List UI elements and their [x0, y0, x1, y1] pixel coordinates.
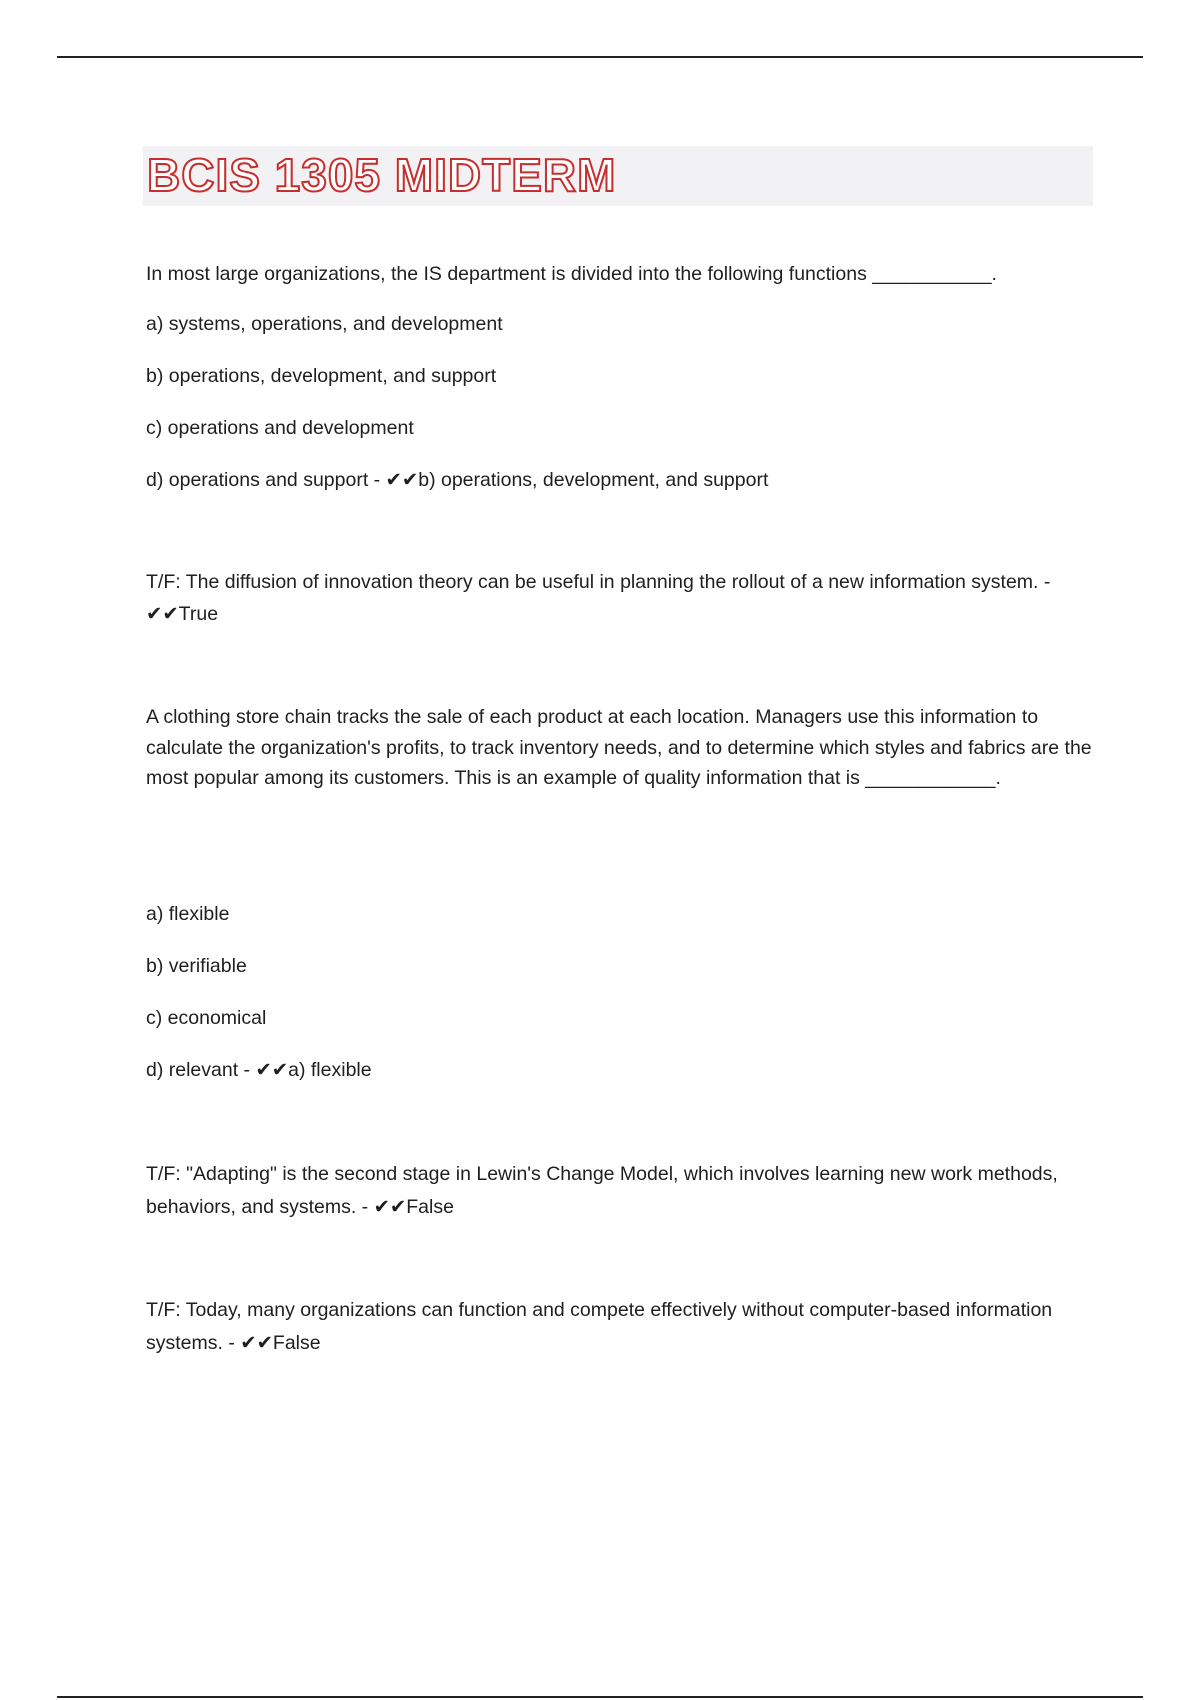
question-3-options [146, 898, 1106, 1086]
question-3-option-d-answer: d) relevant - ✔✔a) flexible [146, 1059, 372, 1081]
question-1-option-d-answer: d) operations and support - ✔✔b) operations, development, and support [146, 469, 769, 491]
question-2 [146, 566, 1106, 630]
page-top-rule [57, 56, 1143, 58]
question-3-option-b: b) verifiable [146, 955, 247, 977]
question-4 [146, 1158, 1106, 1224]
question-1-option-b: b) operations, development, and support [146, 365, 497, 387]
question-1-option-a: a) systems, operations, and development [146, 313, 503, 335]
question-1 [146, 258, 1106, 496]
question-1-option-c: c) operations and development [146, 417, 414, 439]
document-title: BCIS 1305 MIDTERM [147, 149, 617, 201]
question-3 [146, 702, 1106, 794]
question-3-option-c: c) economical [146, 1007, 267, 1029]
question-4-text: T/F: "Adapting" is the second stage in Lewin's Change Model, which involves learning new work methods, behaviors, and systems. - ✔✔False [146, 1163, 1058, 1218]
question-3-text: A clothing store chain tracks the sale of each product at each location. Managers use this information to calculate the organization's profits, to track inventory needs, and to determine which styles and fabrics are the most popular among its customers. This is an example of quality information that is ____________. [146, 706, 1092, 789]
question-2-text: T/F: The diffusion of innovation theory can be useful in planning the rollout of a new information system. - ✔✔True [146, 571, 1051, 625]
question-5 [146, 1294, 1106, 1360]
title-banner [143, 146, 1093, 206]
question-5-text: T/F: Today, many organizations can function and compete effectively without computer-based information systems. - ✔✔False [146, 1299, 1053, 1354]
page-bottom-rule [57, 1696, 1143, 1698]
question-3-option-a: a) flexible [146, 903, 230, 925]
question-1-text: In most large organizations, the IS department is divided into the following functions ___________. [146, 263, 997, 285]
